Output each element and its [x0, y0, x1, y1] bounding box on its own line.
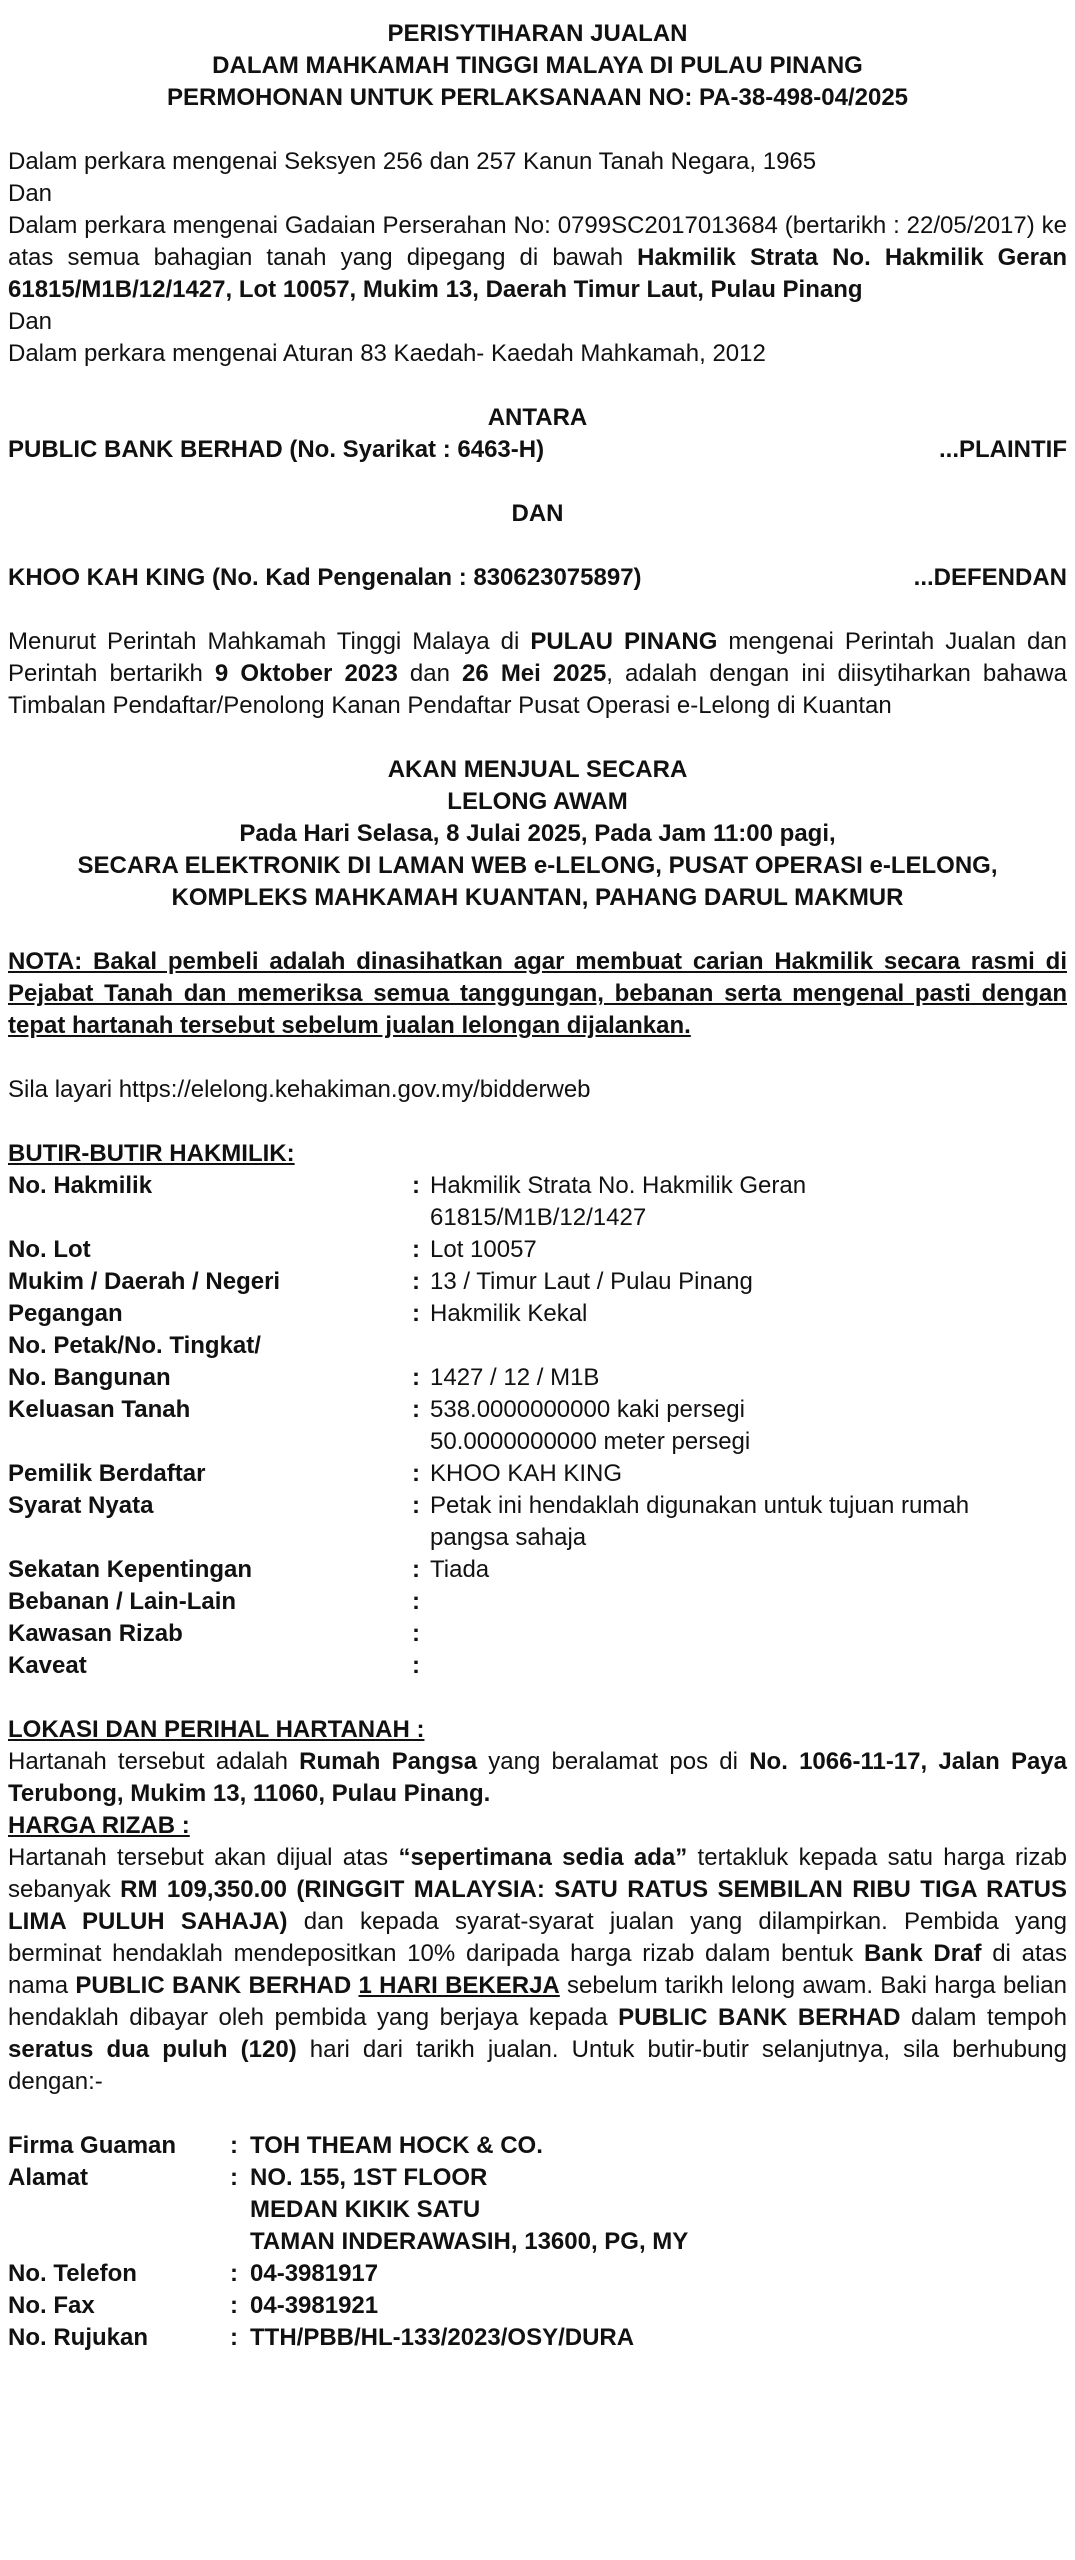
title-detail-colon: :	[412, 1236, 420, 1263]
title-detail-value-line: Hakmilik Strata No. Hakmilik Geran	[430, 1172, 807, 1199]
title-detail-value	[430, 1554, 1067, 1586]
title-detail-value	[430, 1234, 1067, 1266]
auction-date-time: Pada Hari Selasa, 8 Julai 2025, Pada Jam 11:00 pagi,	[239, 820, 836, 847]
property-type: Rumah Pangsa	[299, 1748, 478, 1775]
title-detail-colon: :	[412, 1364, 420, 1391]
firm-detail-label: Alamat	[8, 2164, 89, 2191]
order-text-3: dan	[397, 660, 463, 687]
title-detail-row	[8, 1170, 1067, 1234]
property-address: No. 1066-11-17, Jalan Paya Terubong, Mukim 13, 11060, Pulau Pinang.	[8, 1748, 1067, 1807]
firm-detail-label	[8, 2194, 230, 2226]
title-detail-value-line: Lot 10057	[430, 1236, 537, 1263]
title-detail-label: No. Lot	[8, 1236, 91, 1263]
court-name: DALAM MAHKAMAH TINGGI MALAYA DI PULAU PINANG	[212, 52, 863, 79]
firm-detail-row	[8, 2290, 1067, 2322]
title-detail-label: Keluasan Tanah	[8, 1396, 191, 1423]
title-detail-value	[430, 1266, 1067, 1298]
firm-detail-colon: :	[230, 2164, 238, 2191]
firm-detail-row	[8, 2130, 1067, 2162]
title-details-heading: BUTIR-BUTIR HAKMILIK:	[8, 1140, 295, 1167]
matter-section-2	[8, 210, 1067, 306]
defendant-name: KHOO KAH KING (No. Kad Pengenalan : 830623075897)	[8, 564, 642, 591]
title-detail-value	[430, 1490, 1067, 1554]
firm-detail-value: 04-3981921	[250, 2292, 379, 2319]
firm-detail-row	[8, 2162, 1067, 2194]
title-detail-value-line: Hakmilik Kekal	[430, 1300, 588, 1327]
order-text-2: mengenai Perintah Jualan dan Perintah bertarikh	[8, 628, 1067, 687]
plaintiff-role: ...PLAINTIF	[939, 436, 1067, 463]
auction-venue-2: KOMPLEKS MAHKAMAH KUANTAN, PAHANG DARUL MAKMUR	[171, 884, 904, 911]
reserve-text-5	[351, 1972, 358, 1999]
title-detail-row	[8, 1586, 1067, 1618]
title-detail-label: No. Petak/No. Tingkat/	[8, 1332, 261, 1359]
order-date-2: 26 Mei 2025	[462, 660, 607, 687]
auction-line-1: AKAN MENJUAL SECARA	[387, 756, 688, 783]
firm-detail-label: Firma Guaman	[8, 2132, 177, 2159]
title-detail-row	[8, 1650, 1067, 1682]
title-detail-label: No. Bangunan	[8, 1364, 171, 1391]
court-order-paragraph	[8, 626, 1067, 722]
title-detail-value-line: 13 / Timur Laut / Pulau Pinang	[430, 1268, 753, 1295]
title-detail-row	[8, 1490, 1067, 1554]
title-detail-label: Bebanan / Lain-Lain	[8, 1588, 237, 1615]
location-text-2: yang beralamat pos di	[477, 1748, 750, 1775]
matter-section-3: Dalam perkara mengenai Aturan 83 Kaedah- Kaedah Mahkamah, 2012	[8, 340, 766, 367]
firm-detail-row	[8, 2226, 1067, 2258]
firm-detail-value: MEDAN KIKIK SATU	[250, 2196, 481, 2223]
title-detail-value-line: 538.0000000000 kaki persegi	[430, 1396, 745, 1423]
order-text-1: Menurut Perintah Mahkamah Tinggi Malaya di	[8, 628, 531, 655]
reserve-heading: HARGA RIZAB :	[8, 1812, 190, 1839]
reserve-text-6: sebelum tarikh lelong awam. Baki harga belian hendaklah dibayar oleh pembida yang berjaya kepada	[8, 1972, 1067, 2031]
title-detail-value	[430, 1298, 1067, 1330]
reserve-payee-2: PUBLIC BANK BERHAD	[618, 2004, 901, 2031]
title-detail-value	[430, 1650, 1067, 1682]
title-detail-colon: :	[412, 1588, 420, 1615]
title-details-table	[8, 1170, 1067, 1682]
title-detail-colon: :	[412, 1396, 420, 1423]
matter-dan-2: Dan	[8, 308, 53, 335]
sale-proclamation-notice	[8, 0, 1067, 2354]
location-heading: LOKASI DAN PERIHAL HARTANAH :	[8, 1716, 425, 1743]
title-detail-value	[430, 1618, 1067, 1650]
title-detail-row	[8, 1458, 1067, 1490]
reserve-text-2: tertakluk kepada satu harga rizab sebanyak	[8, 1844, 1068, 1903]
title-detail-colon: :	[412, 1172, 420, 1199]
reserve-paragraph	[8, 1842, 1067, 2098]
application-number: PERMOHONAN UNTUK PERLAKSANAAN NO: PA-38-498-04/2025	[166, 84, 909, 111]
reserve-text-1: Hartanah tersebut akan dijual atas	[8, 1844, 399, 1871]
title-detail-label: Sekatan Kepentingan	[8, 1556, 253, 1583]
reserve-bank-draft: Bank Draf	[863, 1940, 982, 1967]
plaintiff-row	[8, 434, 1067, 466]
title-detail-row	[8, 1298, 1067, 1330]
location-text-1: Hartanah tersebut adalah	[8, 1748, 300, 1775]
antara-label: ANTARA	[487, 404, 588, 431]
title-detail-label: No. Hakmilik	[8, 1172, 153, 1199]
auction-line-2: LELONG AWAM	[447, 788, 628, 815]
title-detail-colon	[412, 1330, 430, 1362]
title-detail-label: Kawasan Rizab	[8, 1620, 183, 1647]
reserve-payee: PUBLIC BANK BERHAD	[75, 1972, 352, 1999]
title-detail-colon: :	[412, 1268, 420, 1295]
dan-label: DAN	[511, 500, 564, 527]
reserve-text-3: dan kepada syarat-syarat jualan yang dilampirkan. Pembida yang berminat hendaklah mendepositkan 10% daripada harga rizab dalam bentuk	[8, 1908, 1068, 1967]
title-detail-value	[430, 1586, 1067, 1618]
title-detail-label: Syarat Nyata	[8, 1492, 154, 1519]
auction-venue-1: SECARA ELEKTRONIK DI LAMAN WEB e-LELONG, PUSAT OPERASI e-LELONG,	[77, 852, 998, 879]
title-detail-value-line-2: pangsa sahaja	[430, 1524, 587, 1551]
title-detail-row	[8, 1330, 1067, 1362]
firm-detail-label: No. Telefon	[8, 2260, 137, 2287]
title-detail-value	[430, 1170, 1067, 1234]
firm-detail-colon: :	[230, 2292, 238, 2319]
firm-detail-colon: :	[230, 2324, 238, 2351]
plaintiff-name: PUBLIC BANK BERHAD (No. Syarikat : 6463-H)	[8, 436, 545, 463]
firm-detail-value: NO. 155, 1ST FLOOR	[250, 2164, 488, 2191]
matter-2-title: Hakmilik Strata No. Hakmilik Geran 61815/M1B/12/1427, Lot 10057, Mukim 13, Daerah Timur Laut, Pulau Pinang	[8, 244, 1067, 303]
title-detail-value-line: KHOO KAH KING	[430, 1460, 623, 1487]
title-detail-label: Kaveat	[8, 1652, 87, 1679]
reserve-deadline: 1 HARI BEKERJA	[358, 1972, 560, 1999]
title-detail-value-line: Tiada	[430, 1556, 490, 1583]
firm-detail-colon	[230, 2194, 250, 2226]
location-paragraph	[8, 1746, 1067, 1810]
reserve-text-4: di atas nama	[8, 1940, 1067, 1999]
notice-title: PERISYTIHARAN JUALAN	[387, 20, 688, 47]
firm-detail-colon: :	[230, 2260, 238, 2287]
title-detail-value	[430, 1394, 1067, 1458]
title-detail-colon: :	[412, 1300, 420, 1327]
law-firm-details	[8, 2130, 1067, 2354]
reserve-text-8: hari dari tarikh jualan. Untuk butir-butir selanjutnya, sila berhubung dengan:-	[8, 2036, 1067, 2095]
reserve-price: RM 109,350.00 (RINGGIT MALAYSIA: SATU RATUS SEMBILAN RIBU TIGA RATUS LIMA PULUH SAHAJA)	[8, 1876, 1068, 1935]
title-detail-value-line-2: 61815/M1B/12/1427	[430, 1204, 647, 1231]
firm-detail-label	[8, 2226, 230, 2258]
title-detail-row	[8, 1362, 1067, 1394]
order-date-1: 9 Oktober 2023	[214, 660, 398, 687]
reserve-as-is: “sepertimana sedia ada”	[398, 1844, 688, 1871]
title-detail-label: Pemilik Berdaftar	[8, 1460, 206, 1487]
title-detail-colon: :	[412, 1492, 420, 1519]
title-detail-label: Mukim / Daerah / Negeri	[8, 1268, 281, 1295]
title-detail-value-line-2: 50.0000000000 meter persegi	[430, 1428, 751, 1455]
title-detail-value-line: 1427 / 12 / M1B	[430, 1364, 600, 1391]
firm-detail-row	[8, 2258, 1067, 2290]
title-detail-colon: :	[412, 1556, 420, 1583]
title-detail-row	[8, 1618, 1067, 1650]
nota-warning: NOTA: Bakal pembeli adalah dinasihatkan agar membuat carian Hakmilik secara rasmi di Pejabat Tanah dan memeriksa semua tanggungan, bebanan serta mengenal pasti dengan tepat hartanah tersebut sebelum jualan lelongan dijalankan.	[8, 948, 1067, 1039]
firm-detail-colon: :	[230, 2132, 238, 2159]
matter-2-text: Dalam perkara mengenai Gadaian Perserahan No: 0799SC2017013684 (bertarikh : 22/05/2017) ke atas semua bahagian tanah yang dipegang di bawah	[8, 212, 1067, 271]
reserve-period: seratus dua puluh (120)	[8, 2036, 297, 2063]
defendant-role: ...DEFENDAN	[913, 564, 1067, 591]
firm-detail-colon	[230, 2226, 250, 2258]
title-detail-colon: :	[412, 1460, 420, 1487]
firm-detail-row	[8, 2322, 1067, 2354]
firm-detail-label: No. Fax	[8, 2292, 95, 2319]
defendant-row	[8, 562, 1067, 594]
title-detail-row	[8, 1234, 1067, 1266]
firm-detail-row	[8, 2194, 1067, 2226]
title-detail-row	[8, 1266, 1067, 1298]
firm-detail-value: TOH THEAM HOCK & CO.	[250, 2132, 543, 2159]
firm-detail-label: No. Rujukan	[8, 2324, 149, 2351]
title-detail-row	[8, 1394, 1067, 1458]
reserve-text-7: dalam tempoh	[900, 2004, 1067, 2031]
firm-detail-value: 04-3981917	[250, 2260, 379, 2287]
title-detail-label: Pegangan	[8, 1300, 123, 1327]
title-detail-value	[430, 1362, 1067, 1394]
title-detail-row	[8, 1554, 1067, 1586]
firm-detail-value: TTH/PBB/HL-133/2023/OSY/DURA	[250, 2324, 635, 2351]
firm-detail-value: TAMAN INDERAWASIH, 13600, PG, MY	[250, 2228, 689, 2255]
matter-dan-1: Dan	[8, 180, 53, 207]
title-detail-value-line: Petak ini hendaklah digunakan untuk tujuan rumah	[430, 1492, 970, 1519]
title-detail-value	[430, 1330, 1067, 1362]
title-detail-value	[430, 1458, 1067, 1490]
website-line: Sila layari https://elelong.kehakiman.gov.my/bidderweb	[8, 1076, 591, 1103]
title-detail-colon: :	[412, 1652, 420, 1679]
order-text-4: , adalah dengan ini diisytiharkan bahawa Timbalan Pendaftar/Penolong Kanan Pendaftar Pusat Operasi e-Lelong di Kuantan	[8, 660, 1067, 719]
matter-section-1: Dalam perkara mengenai Seksyen 256 dan 257 Kanun Tanah Negara, 1965	[8, 148, 817, 175]
order-place: PULAU PINANG	[530, 628, 718, 655]
title-detail-colon: :	[412, 1620, 420, 1647]
